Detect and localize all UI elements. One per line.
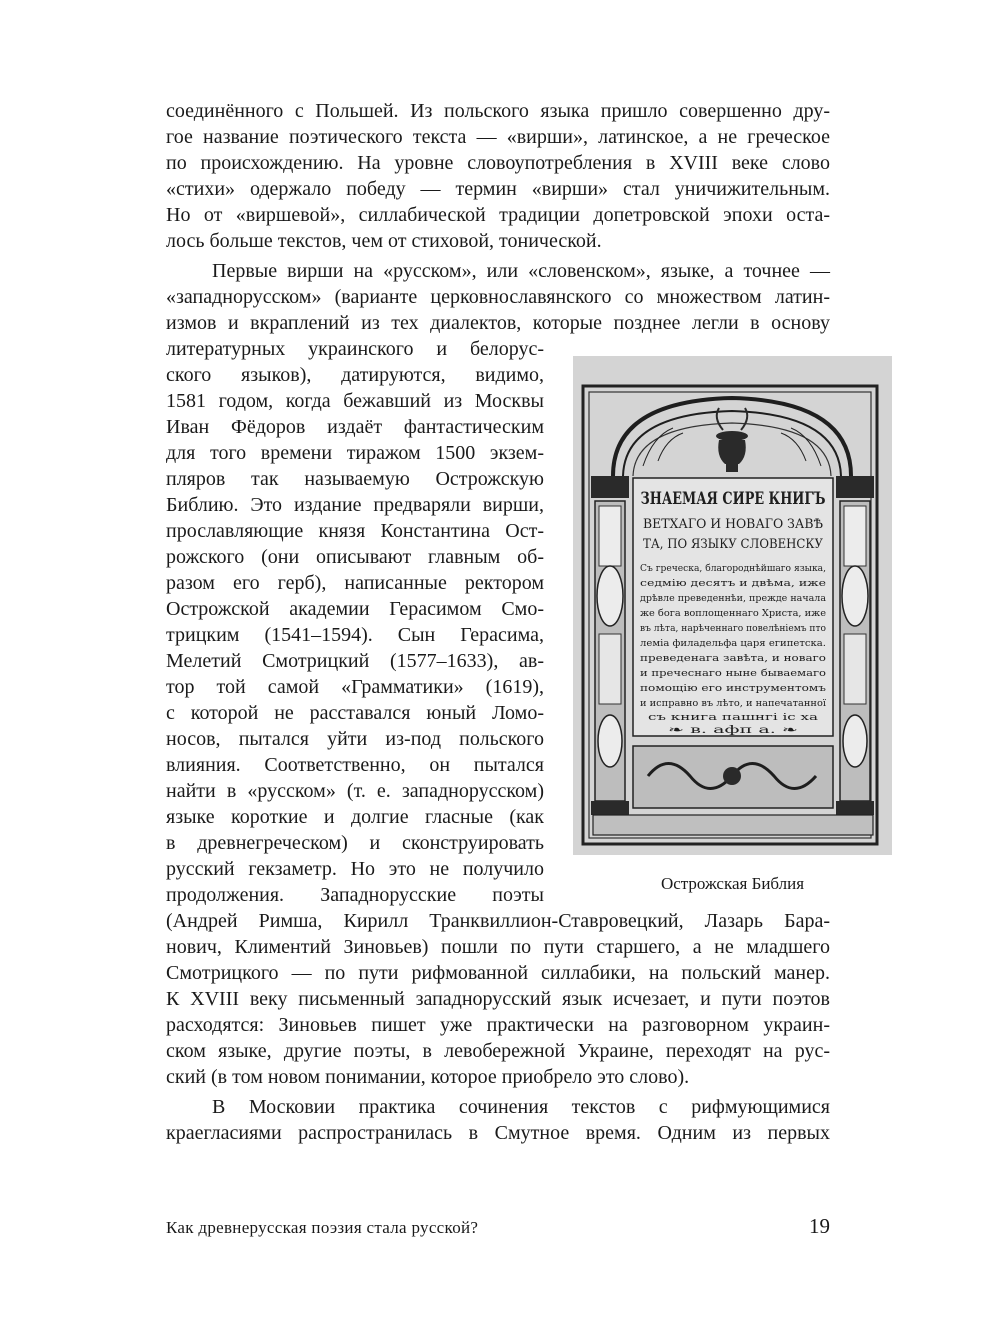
body-line: пляров так называемую Острожскую [166, 468, 544, 490]
figure-caption: Острожская Библия [660, 874, 805, 893]
plate-line: ❧ в. афп а. ❧ [668, 725, 798, 736]
body-line: В Московии практика сочинения текстов с рифмующимися [212, 1096, 830, 1118]
body-line: Библию. Это издание предваряли вирши, [166, 494, 544, 516]
body-line: лось больше текстов, чем от стиховой, тонической. [166, 230, 602, 252]
plate-line: ВЕТХАГО И НОВАГО ЗАВѢ [643, 517, 824, 532]
body-line: по происхождению. На уровне словоупотребления в XVIII веке слово [166, 152, 830, 174]
body-line: «стихи» одержало победу — термин «вирши» стал уничижительным. [166, 178, 830, 200]
body-line: рожского (они описывают главным об- [166, 546, 544, 568]
body-line: разом его герб), написанные ректором [166, 572, 544, 594]
plate-line: помощію его инструментомъ [640, 684, 827, 694]
ostrog-bible-illustration [573, 356, 892, 855]
body-line: влияния. Соответственно, он пытался [166, 754, 544, 776]
body-line: ского языков), датируются, видимо, [166, 364, 544, 386]
body-line: краегласиями распространилась в Смутное время. Одним из первых [166, 1122, 830, 1144]
base-ornament [593, 746, 873, 835]
title-page-engraving [573, 356, 892, 855]
body-line: русский гекзаметр. Но это не получило [166, 858, 544, 880]
plate-line: же бога воплощеннаго Христа, иже [640, 609, 811, 619]
body-line: носов, пытался уйти из-под польского [166, 728, 544, 750]
running-title: Как древнерусская поэзия стала русской? [166, 1218, 479, 1237]
page-number: 19 [809, 1214, 830, 1238]
body-line: найти в «русском» (т. е. западнорусском) [166, 780, 544, 802]
body-line: Иван Фёдоров издаёт фантастическим [166, 416, 544, 438]
body-line: трицким (1541–1594). Сын Герасима, [166, 624, 544, 646]
body-line: (Андрей Римша, Кирилл Транквиллион-Ставровецкий, Лазарь Бара- [166, 910, 830, 932]
body-line: соединённого с Польшей. Из польского языка пришло совершенно дру- [166, 100, 830, 122]
body-line: ском языке, другие поэты, в левобережной Украине, переходят на рус- [166, 1040, 830, 1062]
body-line: «западнорусском» (варианте церковнославянского со множеством латин- [166, 286, 830, 308]
body-line: расходятся: Зиновьев пишет уже практически на разговорном украин- [166, 1014, 830, 1036]
body-line: 1581 годом, когда бежавший из Москвы [166, 390, 544, 412]
body-line: гое название поэтического текста — «вирши», латинское, а не греческое [166, 126, 830, 148]
body-line: для того времени тиражом 1500 экзем- [166, 442, 544, 464]
body-line: языке короткие и долгие гласные (как [166, 806, 544, 828]
body-line: Острожской академии Герасимом Смо- [166, 598, 544, 620]
body-line: с которой не расставался юный Ломо- [166, 702, 544, 724]
plate-line: и исправно въ лѣто, и напечатанної [640, 699, 827, 709]
plate-line: преведенага завѣта, и новаго [640, 654, 826, 664]
plate-line: Съ греческа, благороднѣйшаго языка, [640, 564, 824, 574]
plate-line: леміа филадельфа царя египетска. [640, 639, 827, 649]
body-line: измов и вкраплений из тех диалектов, которые позднее легли в основу [166, 312, 830, 334]
body-line: Смотрицкого — по пути рифмованной силлабики, на польский манер. [166, 962, 830, 984]
left-column [591, 476, 629, 815]
body-line: Но от «виршевой», силлабической традиции допетровской эпохи оста- [166, 204, 830, 226]
plate-line: съ книга пашнгі іс ха [648, 713, 820, 723]
body-line: тор той самой «Грамматики» (1619), [166, 676, 544, 698]
body-line: продолжения. Западнорусские поэты [166, 884, 544, 906]
plate-line: ТА, ПО ЯЗЫКУ СЛОВЕНСКУ [643, 537, 824, 552]
body-line: нович, Климентий Зиновьев) пошли по пути старшего, а не младшего [166, 936, 830, 958]
plate-line: и пречеснаго ныне бываемаго [640, 669, 785, 679]
right-column [836, 476, 874, 815]
plate-line: седмію десятъ и двѣма, иже [640, 579, 826, 589]
body-line: в древнегреческом) и сконструировать [166, 832, 544, 854]
body-line: ский (в том новом понимании, которое приобрело это слово). [166, 1066, 690, 1088]
body-line: Первые вирши на «русском», или «словенском», языке, а точнее — [212, 260, 830, 282]
plate-line: дрѣвле преведеннѣи, прежде начала [640, 594, 827, 604]
plate-line: въ лѣта, нарѣченнаго повелѣніемъ пто [640, 624, 826, 634]
body-line: К XVIII веку письменный западнорусский язык исчезает, и пути поэтов [166, 988, 830, 1010]
body-line: литературных украинского и белорус- [166, 338, 544, 360]
body-line: Мелетий Смотрицкий (1577–1633), ав- [166, 650, 544, 672]
body-line: прославляющие князя Константина Ост- [166, 520, 544, 542]
plate-heading: ЗНАЕМАЯ СИРЕ КНИГЪ [640, 489, 826, 509]
